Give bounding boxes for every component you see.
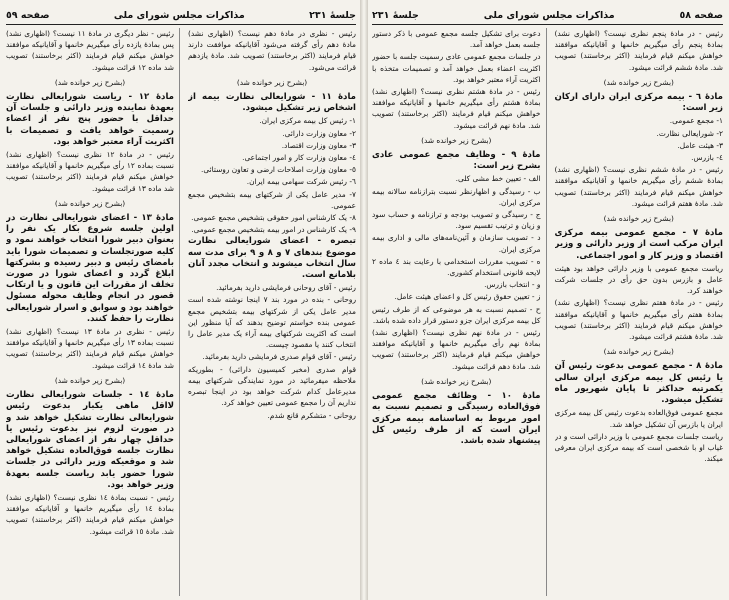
paragraph: رئیس - آقای قوام صدری فرمایشی دارید بفرمائید. [202,352,356,362]
paragraph: مادهٔ ١٣ - اعضای شورایعالی نظارت در اولین جلسه شروع بکار یک نفر را بعنوان دبیر شورا انتخاب خواهند نمود و کلیه صورتجلسات و تصمیمات شورا باید بامضای رئیس و دبیر رسیده و بشرکتها ابلاغ گردد و اعضای شورا در صورت تخلف از مقررات این قانون و یا ارتکاب قصور در انجام وظایف محوله مسئول خواهند بود و سوابق و اسرار شورایعالی نظارت را حفظ کنند. [6,213,174,324]
paragraph: ریاست مجمع عمومی با وزیر دارائی خواهد بود هیئت عامل و بازرس بدون حق رأی در جلسات شرکت خواهند کرد. [554,263,723,296]
paragraph: رئیس - نظری در مادهٔ دهم نیست؟ (اظهاری نشد) مادهٔ دهم رأی گرفته می‌شود آقایانیکه موافقت دارند قیام فرمایند (اکثر برخاستند) تصویب شد. مادهٔ یازدهم قرائت می‌شود. [188,29,356,72]
paragraph: رئیس - در مادهٔ هشتم نظری نیست؟ (اظهاری نشد) بمادهٔ هشتم رأی میگیریم خانمها و آقایانیکه موافقند خواهش میکنم قیام فرمایند (اکثر برخاستند) تصویب شد. مادهٔ نهم قرائت میشود. [372,87,541,130]
paragraph: (بشرح زیر خوانده شد) [603,214,674,224]
paragraph: د - تصویب سازمان و آئین‌نامه‌های مالی و اداری بیمه مرکزی ایران. [372,233,541,254]
paragraph: ج - رسیدگی و تصویب بودجه و ترازنامه و حساب سود و زیان و ترتیب تقسیم سود. [372,210,541,231]
right-page-session: جلسهٔ ٢٣١ [372,9,419,21]
paragraph: قوام صدری (مخبر کمیسیون دارائی) - بطوریکه ملاحظه میفرمائید در مورد نمایندگی شرکتهای بیمه مدیرعامل کدام شرکت خواهد بود در اینجا تبصره نداریم آن را مجمع عمومی تعیین خواهد کرد. [188,364,356,408]
paragraph: ٣- هیئت عامل. [677,140,723,150]
paragraph: ریاست جلسات مجمع عمومی با وزیر دارائی است و در غیاب او با شخصی است که بیمه مرکزی ایران معرفی میکند. [554,431,723,464]
right-page-column-right [555,28,724,596]
paragraph: مادهٔ ٧ - مجمع عمومی بیمه مرکزی ایران مرکب است از وزیر دارائی و وزیر اقتصاد و وزیر کار و امور اجتماعی. [554,228,723,261]
paragraph: الف - تعیین خط مشی کلی. [455,174,541,184]
paragraph: روحانی - متشکرم قانع شدم. [267,410,356,420]
left-page-columns [6,28,356,596]
paragraph: در جلسات مجمع عمومی عادی رسمیت جلسه با حضور اکثریت اعضاء بعمل خواهد آمد و تصمیمات متخذه با اکثریت آراء معتبر خواهد بود. [372,52,541,84]
paragraph: ح - تصمیم نسبت به هر موضوعی که از طرف رئیس کل بیمه مرکزی ایران جزو دستور قرار داده شده باشد. [372,304,541,325]
left-page-column-right [188,28,356,596]
paragraph: تبصره - اعضای شورایعالی نظارت موضوع بندهای ٧ و ٨ و ٩ برای مدت سه سال انتخاب میشوند و انتخاب مجدد آنان بلامانع است. [188,236,356,281]
paragraph: ٥- معاون وزارت اصلاحات ارضی و تعاون روستائی. [201,165,356,175]
paragraph: (بشرح زیر خوانده شد) [236,77,308,87]
paragraph: (بشرح زیر خوانده شد) [603,347,674,357]
paragraph: (بشرح زیر خوانده شد) [421,135,492,145]
paragraph: (بشرح زیر خوانده شد) [54,77,126,87]
paragraph: ٣- معاون وزارت اقتصاد. [281,140,356,150]
paragraph: و - انتخاب بازرس. [484,280,541,290]
left-page-header [6,6,356,25]
paragraph: ٧- مدیر عامل یکی از شرکتهای بیمه بتشخیص مجمع عمومی. [188,189,356,210]
left-page-number: صفحه ٥٩ [6,9,50,21]
right-page-columns [372,28,723,596]
paragraph: ٤- معاون وزارت کار و امور اجتماعی. [242,153,356,163]
paragraph: ٩- یک کارشناس در امور بیمه بتشخیص مجمع عمومی. [191,225,356,235]
paragraph: ١- مجمع عمومی. [669,116,723,126]
paragraph: مادهٔ ١٤ - جلسات شورایعالی نظارت لااقل ماهی یکبار بدعوت رئیس شورایعالی نظارت تشکیل خواهد شد و در صورت لزوم نیز بدعوت رئیس یا حداقل چهار نفر از اعضای شورایعالی نظارت جلسه فوق‌العاده تشکیل خواهد شد و موقعیکه وزیر دارائی در جلسات شورا حضور یابد ریاست جلسه بعهدهٔ وزیر خواهد بود. [6,390,174,490]
paragraph: رئیس - در مادهٔ هفتم نظری نیست؟ (اظهاری نشد) بمادهٔ هفتم رأی میگیریم خانمها و آقایانیکه موافقند خواهش میکنم قیام فرمایند (اکثر برخاستند) تصویب شد. مادهٔ هشتم قرائت میشود. [554,298,723,342]
paragraph: مادهٔ ١١ - شورایعالی نظارت بیمه از اشخاص زیر تشکیل میشود. [188,92,356,114]
paragraph: مادهٔ ١٢ - ریاست شورایعالی نظارت بعهدهٔ نماینده وزیر دارائی و جلسات آن حداقل با حضور پنج نفر از اعضاء رسمیت خواهد یافت و تصمیمات با اکثریت آراء معتبر خواهد بود. [6,92,174,147]
paragraph: (بشرح زیر خوانده شد) [421,376,492,386]
paragraph: (بشرح زیر خوانده شد) [54,375,126,385]
left-page-column-left [6,28,180,596]
right-page-title: مذاکرات مجلس شورای ملی [483,9,615,21]
paragraph: رئیس - نسبت بمادهٔ ١٤ نظری نیست؟ (اظهاری نشد) بمادهٔ ١٤ رأی میگیریم خانمها و آقایانیکه موافقند خواهش میکنم قیام فرمایند (اکثر برخاستند) تصویب شد. مادهٔ ١٥ قرائت میشود. [6,492,174,536]
paragraph: دعوت برای تشکیل جلسه مجمع عمومی با ذکر دستور جلسه بعمل خواهد آمد. [372,29,541,50]
paragraph: ٨- یک کارشناس امور حقوقی بتشخیص مجمع عمومی. [191,213,356,223]
paragraph: ٢- معاون وزارت دارائی. [282,128,356,138]
paragraph: رئیس - در مادهٔ پنجم نظری نیست؟ (اظهاری نشد) بمادهٔ پنجم رأی میگیریم خانمها و آقایانیکه موافقند خواهش میکنم قیام فرمایند (اکثر برخاستند) تصویب شد. مادهٔ ششم قرائت میشود. [554,29,723,72]
paragraph: مادهٔ ٩ - وظایف مجمع عمومی عادی بشرح زیر است: [372,150,541,172]
paragraph: (بشرح زیر خوانده شد) [603,77,674,87]
paragraph: رئیس - در مادهٔ ١٢ نظری نیست؟ (اظهاری نشد) نسبت بماده ١٢ رأی میگیریم خانمها و آقایانیکه موافقند خواهش میکنم قیام فرمایند (اکثر برخاستند) تصویب شد ماده ١٣ قرائت میشود. [6,150,174,193]
right-page-header [372,6,723,25]
paragraph: ه - تصویب مقررات استخدامی با رعایت بند ٤ ماده ٢ لایحه قانونی استخدام کشوری. [372,256,541,278]
paragraph: ز - تعیین حقوق رئیس کل و اعضای هیئت عامل. [394,292,541,302]
paragraph: مادهٔ ٦ - بیمه مرکزی ایران دارای ارکان زیر است: [554,92,723,114]
paragraph: ب - رسیدگی و اظهارنظر نسبت بترازنامه سالانه بیمه مرکزی ایران. [372,186,541,207]
paragraph: ١- رئیس کل بیمه مرکزی ایران. [259,116,356,126]
paragraph: ٦- رئیس شرکت سهامی بیمه ایران. [246,177,356,187]
paragraph: مجمع عمومی فوق‌العاده بدعوت رئیس کل بیمه مرکزی ایران یا بازرس آن تشکیل خواهد شد. [554,408,723,429]
left-page-session: جلسهٔ ٢٣١ [309,9,356,21]
right-page [366,0,729,600]
paragraph: رئیس - در مادهٔ ششم نظری نیست؟ (اظهاری نشد) بمادهٔ ششم رأی میگیریم خانمها و آقایانیکه موافقند خواهش میکنم قیام فرمایند (اکثر برخاستند) تصویب شد. مادهٔ هفتم قرائت میشود. [554,165,723,208]
paragraph: روحانی - بنده در مورد بند ٧ اینجا نوشته شده است مدیر عامل یکی از شرکتهای بیمه بتشخیص مجمع عمومی بنده خواستم توضیح بدهند که آیا منظور این است که اکثریت شرکتهای بیمه آراء یک مدیر عامل را انتخاب کنند یا مقصود چیست. [188,295,356,350]
paragraph: ٢- شورایعالی نظارت. [656,128,723,138]
paragraph: (بشرح زیر خوانده شد) [54,198,126,208]
paragraph: رئیس - نظر دیگری در مادهٔ ١١ نیست؟ (اظهاری نشد) پس بمادهٔ یازده رأی میگیریم خانمها و آقایانیکه موافقند خواهش میکنم قیام فرمایند (اکثر برخاستند) تصویب شد ماده ١٢ قرائت میشود. [6,29,175,72]
left-page-title: مذاکرات مجلس شورای ملی [113,9,245,21]
paragraph: رئیس - در مادهٔ نهم نظری نیست؟ (اظهاری نشد) بمادهٔ نهم رأی میگیریم خانمها و آقایانیکه موافقند خواهش میکنم قیام فرمایند (اکثر برخاستند) تصویب شد. مادهٔ دهم قرائت میشود. [372,328,541,371]
left-page [0,0,362,600]
paragraph: ٤- بازرس. [691,153,723,163]
paragraph: مادهٔ ١٠ - وظائف مجمع عمومی فوق‌العاده رسیدگی و تصمیم نسبت به امور مربوط به اساسنامه بیمه مرکزی ایران است که از طرف رئیس کل پیشنهاد شده باشد. [372,391,541,446]
right-page-number: صفحه ٥٨ [679,9,723,21]
paragraph: مادهٔ ٨ - مجمع عمومی بدعوت رئیس آن یا رئیس کل بیمه مرکزی ایران سالی یکمرتبه حداکثر تا پایان شهریور ماه تشکیل میشود. [554,361,723,406]
right-page-column-left [372,28,547,596]
paragraph: رئیس - نظری در مادهٔ ١٣ نیست؟ (اظهاری نشد) نسبت بماده ١٣ رأی میگیریم خانمها و آقایانیکه موافقند خواهش میکنم قیام فرمایند (اکثر برخاستند) تصویب شد مادهٔ ١٤ قرائت میشود. [6,327,174,370]
paragraph: رئیس - آقای روحانی فرمایشی دارید بفرمائید. [216,283,356,293]
